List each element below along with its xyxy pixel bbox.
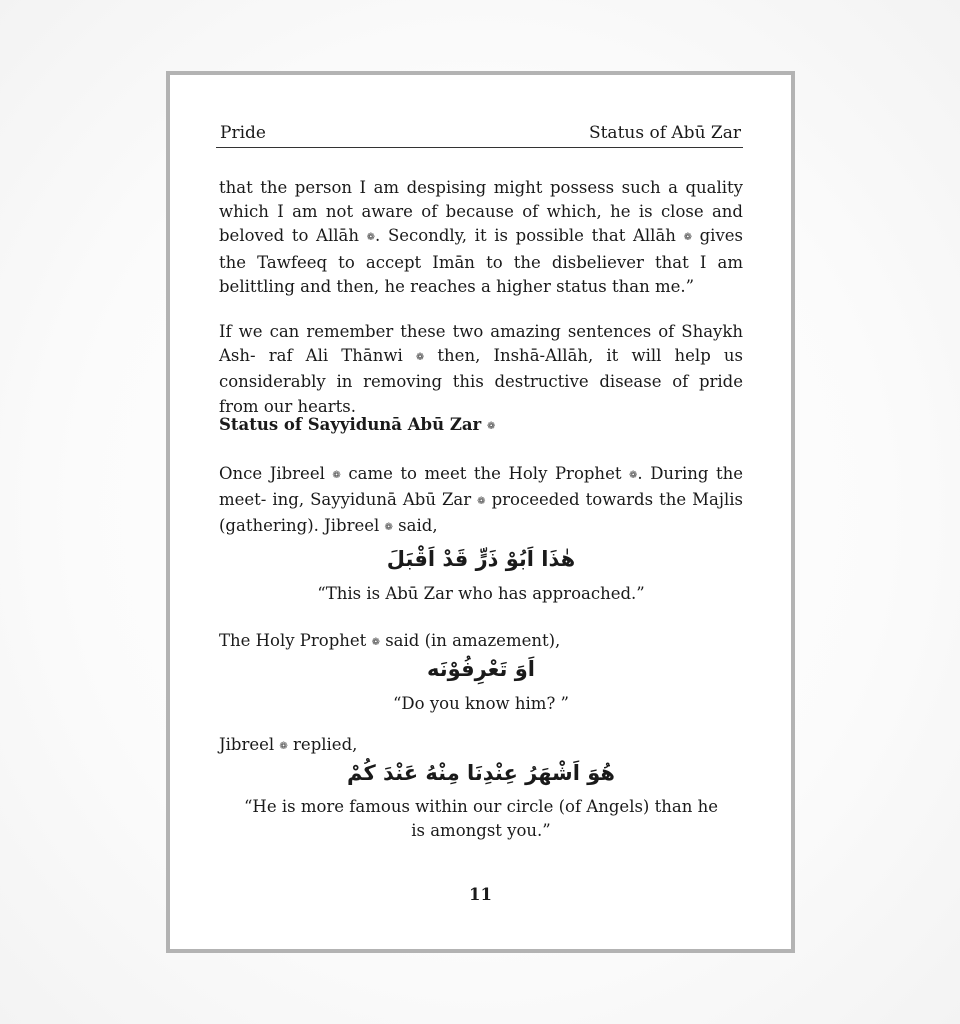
paragraph-2 [219, 320, 743, 419]
section-heading-text: Status of Sayyidunā Abū Zar [219, 415, 482, 434]
header-chapter-title: Pride [220, 123, 266, 143]
translation-3: “He is more famous within our circle (of Angels) than he is amongst you.” [244, 797, 718, 840]
honorific-symbol: ❁ [371, 637, 380, 648]
page-number: 11 [469, 885, 492, 904]
honorific-symbol: ❁ [683, 232, 692, 244]
paragraph-4 [219, 629, 743, 655]
paragraph-5-text-1: Jibreel [219, 735, 280, 754]
paragraph-3-text-1: Once Jibreel [219, 464, 333, 483]
arabic-quote-3: هُوَ اَشْهَرُ عِنْدِنَا مِنْهُ عَنْدَ كُمْ [347, 761, 615, 785]
arabic-quote-2: اَوَ تَعْرِفُوْنَه [427, 657, 535, 681]
translation-2: “Do you know him? ” [393, 694, 569, 713]
paragraph-1 [219, 176, 743, 299]
honorific-symbol: ❁ [415, 352, 425, 364]
honorific-symbol: ❁ [487, 421, 496, 432]
section-heading [219, 415, 743, 434]
paragraph-1-text-3: gives the Tawfeeq to accept Imān to the disbeliever that I am belittling and then, he reaches a higher status than me.” [219, 226, 744, 296]
arabic-quote-1: هٰذَا اَبُوْ ذَرٍّ قَدْ اَقْبَلَ [386, 547, 576, 571]
honorific-symbol: ❁ [366, 232, 376, 244]
honorific-symbol: ❁ [629, 470, 638, 481]
paragraph-5-text-2: replied, [287, 735, 358, 754]
paragraph-1-text-2: . Secondly, it is possible that Allāh [375, 226, 684, 246]
paragraph-4-text-1: The Holy Prophet [219, 631, 372, 650]
translation-1: “This is Abū Zar who has approached.” [317, 584, 645, 603]
paragraph-2-text-1: If we can remember these two amazing sentences of Shaykh Ash- raf Ali Thānwi [219, 322, 743, 366]
paragraph-1-text-1: that the person I am despising might possess such a quality which I am not aware of because of which, he is close and beloved to Allāh [219, 178, 743, 246]
book-page [166, 71, 795, 953]
paragraph-4-text-2: said (in amazement), [379, 631, 561, 650]
page-header [216, 117, 743, 148]
honorific-symbol: ❁ [477, 496, 486, 508]
honorific-symbol: ❁ [384, 522, 393, 534]
honorific-symbol: ❁ [279, 741, 288, 752]
paragraph-3-text-5: said, [392, 516, 438, 536]
paragraph-3 [219, 462, 743, 541]
header-section-title: Status of Abū Zar [588, 123, 741, 143]
paragraph-2-text-2: then, Inshā-Allāh, it will help us considerably in removing this destructive disease of pride from our hearts. [219, 346, 743, 416]
honorific-symbol: ❁ [332, 470, 341, 481]
paragraph-5 [219, 733, 743, 759]
paragraph-3-text-3: . During the meet- ing, Sayyidunā Abū Zar [219, 464, 743, 510]
paragraph-3-text-2: came to meet the Holy Prophet [340, 464, 630, 483]
paragraph-3-text-4: proceeded towards the Majlis (gathering). Jibreel [219, 490, 743, 536]
